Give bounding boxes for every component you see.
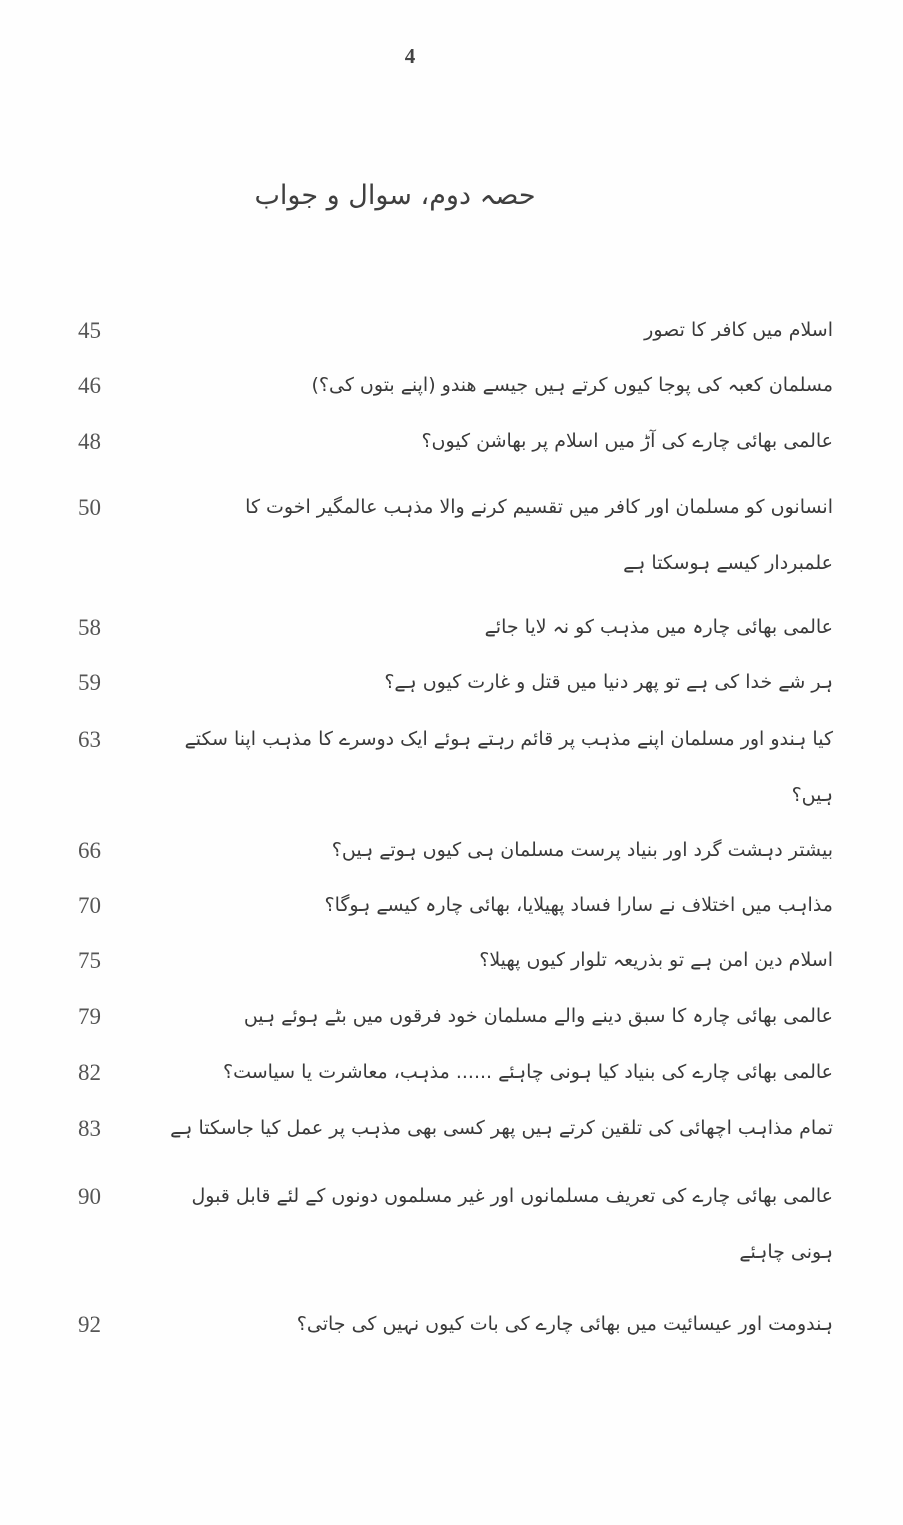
toc-page-number: 70	[78, 893, 101, 918]
toc-entry-title: عالمی بھائی چارے کی بنیاد کیا ہونی چاہئے ...... مذہب، معاشرت یا سیاست؟	[223, 1061, 833, 1083]
toc-entry-title: مسلمان کعبہ کی پوجا کیوں کرتے ہیں جیسے ھندو (اپنے بتوں کی؟)	[311, 374, 833, 396]
toc-entry-title: انسانوں کو مسلمان اور کافر میں تقسیم کرنے والا مذہب عالمگیر اخوت کا علمبردار کیسے ہوسکتا ہے	[245, 496, 833, 574]
section-title: حصہ دوم، سوال و جواب	[254, 180, 536, 211]
toc-page-number: 63	[78, 727, 101, 752]
toc-page-number: 79	[78, 1004, 101, 1029]
toc-page-number: 66	[78, 838, 101, 863]
toc-page-number: 83	[78, 1116, 101, 1141]
toc-page-number: 92	[78, 1312, 101, 1337]
toc-entry-title: عالمی بھائی چارے کی تعریف مسلمانوں اور غیر مسلموں دونوں کے لئے قابل قبول ہونی چاہئے	[191, 1185, 833, 1263]
toc-entry-title: عالمی بھائی چارہ کا سبق دینے والے مسلمان خود فرقوں میں بٹے ہوئے ہیں	[243, 1005, 833, 1027]
toc-page-number: 59	[78, 670, 101, 695]
toc-page-number: 48	[78, 429, 101, 454]
toc-entry-title: عالمی بھائی چارے کی آڑ میں اسلام پر بھاشن کیوں؟	[421, 430, 833, 452]
toc-entry-title: کیا ہندو اور مسلمان اپنے مذہب پر قائم رہتے ہوئے ایک دوسرے کا مذہب اپنا سکتے ہیں؟	[184, 728, 833, 806]
toc-entry-title: تمام مذاہب اچھائی کی تلقین کرتے ہیں پھر کسی بھی مذہب پر عمل کیا جاسکتا ہے	[170, 1117, 833, 1139]
toc-entry-title: اسلام میں کافر کا تصور	[644, 319, 833, 341]
toc-entry-title: بیشتر دہشت گرد اور بنیاد پرست مسلمان ہی کیوں ہوتے ہیں؟	[331, 839, 833, 861]
toc-entry-title: اسلام دین امن ہے تو بذریعہ تلوار کیوں پھیلا؟	[479, 949, 833, 971]
page-number: 4	[404, 44, 416, 68]
toc-page-number: 90	[78, 1184, 101, 1209]
toc-entry-title: ہر شے خدا کی ہے تو پھر دنیا میں قتل و غارت کیوں ہے؟	[384, 671, 833, 693]
toc-page-number: 75	[78, 948, 101, 973]
toc-entry-title: مذاہب میں اختلاف نے سارا فساد پھیلایا، بھائی چارہ کیسے ہوگا؟	[324, 894, 833, 916]
toc-page-number: 82	[78, 1060, 101, 1085]
toc-page-number: 46	[78, 373, 101, 398]
toc-entry-title: عالمی بھائی چارہ میں مذہب کو نہ لایا جائے	[484, 616, 833, 638]
toc-page-number: 58	[78, 615, 101, 640]
toc-page-number: 45	[78, 318, 101, 343]
toc-page-number: 50	[78, 495, 101, 520]
toc-entry-title: ہندومت اور عیسائیت میں بھائی چارے کی بات کیوں نہیں کی جاتی؟	[296, 1313, 833, 1335]
